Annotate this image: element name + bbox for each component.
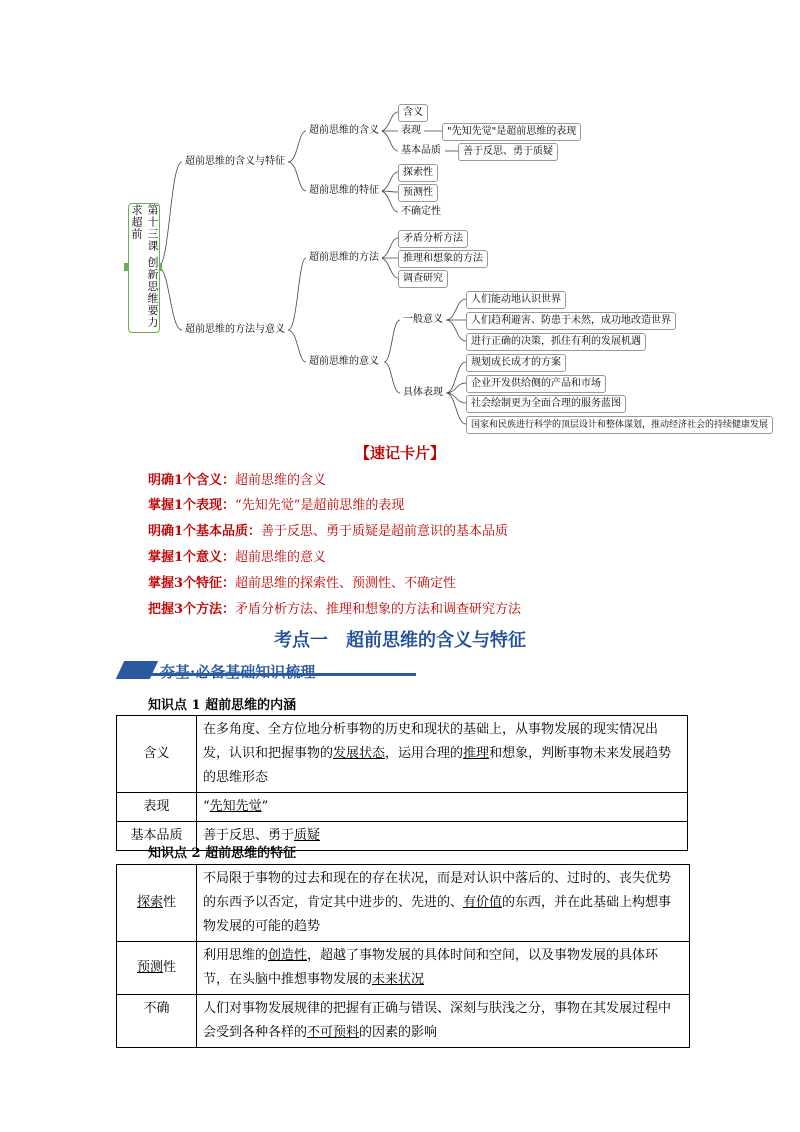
branch-method-significance: 超前思维的方法与意义	[182, 323, 288, 337]
row-head	[117, 995, 197, 1048]
card-line-text: “先知先觉”是超前思维的表现	[235, 498, 405, 513]
leaf-pinzhi: 基本品质	[398, 144, 444, 158]
leaf-tansuo: 探索性	[398, 164, 438, 182]
node-methods: 超前思维的方法	[306, 251, 382, 265]
leaf-maodun: 矛盾分析方法	[398, 230, 468, 248]
kp2-title: 知识点 2 超前思维的特征	[148, 846, 297, 861]
text: 在多角度、全方位地分析事物的历史和现状的基础上，从事物发展的现实情况出发，认识和把握事物的	[203, 722, 659, 761]
text: 人们对事物发展规律的把握有正确与错误、深刻与肤浅之分，事物在其发展过程中会受到各种各样的	[203, 1001, 672, 1040]
kp2-table	[116, 864, 690, 1048]
text: 利用思维的	[203, 948, 269, 963]
text: 不确	[143, 1001, 170, 1016]
card-line-text: 超前思维的探索性、预测性、不确定性	[235, 576, 457, 591]
banner-text: 夯基·必备基础知识梳理	[160, 663, 316, 681]
text: “	[203, 799, 210, 814]
leaf-tuili: 推理和想象的方法	[398, 250, 488, 268]
text: ”	[261, 799, 269, 814]
leaf-hanyi: 含义	[398, 104, 428, 122]
table-row	[117, 865, 690, 942]
kp1-table	[116, 715, 688, 851]
leaf-biaoxian: 表现	[398, 124, 424, 138]
leaf-general-2: 人们趋利避害、防患于未然，成功地改造世界	[466, 312, 676, 330]
mind-map-root	[128, 203, 160, 333]
text: 善于反思、勇于	[203, 828, 295, 843]
table-row	[117, 995, 690, 1048]
table-row	[117, 716, 688, 793]
blank-answer: 创造性	[268, 948, 308, 963]
card-title: 【速记卡片】	[354, 444, 445, 462]
note-pinzhi: 善于反思、勇于质疑	[458, 143, 558, 161]
card-line	[148, 469, 326, 488]
mind-map-connectors	[0, 0, 800, 440]
branch-definition-features: 超前思维的含义与特征	[182, 155, 288, 169]
card-line	[148, 598, 521, 617]
blank-answer: 质疑	[294, 828, 321, 843]
table-row	[117, 942, 690, 995]
leaf-general-3: 进行正确的决策，抓住有利的发展机遇	[466, 333, 646, 351]
blank-answer: 预测	[136, 960, 163, 975]
node-general: 一般意义	[400, 313, 446, 327]
text: 不局限于事物的过去和现在的存在状况，而是对认识中落后的、过时的、丧失优势的东西予以否定，肯定其中进步的、先进的、	[203, 871, 672, 910]
node-meaning: 超前思维的含义	[306, 124, 382, 138]
text: 的东西，并在此基础上构想事物发展的可能的趋势	[203, 895, 672, 934]
card-line-label: 把握3个方法：	[148, 602, 236, 617]
blank-answer: 未来状况	[372, 972, 425, 987]
note-biaoxian: "先知先觉"是超前思维的表现	[442, 123, 581, 141]
leaf-specific-1: 规划成长成才的方案	[466, 354, 566, 372]
card-line	[148, 494, 404, 513]
card-line-text: 超前思维的意义	[235, 550, 327, 565]
leaf-buqueding: 不确定性	[398, 205, 444, 219]
mind-map	[0, 0, 800, 440]
row-head: 表现	[117, 793, 197, 822]
row-content	[197, 995, 690, 1048]
leaf-specific-4: 国家和民族进行科学的顶层设计和整体谋划，推动经济社会的持续健康发展	[466, 416, 773, 434]
row-head: 基本品质	[117, 822, 197, 851]
text: 性	[163, 895, 177, 910]
card-line-label: 明确1个含义：	[148, 473, 236, 488]
blank-answer: 发展状态	[333, 746, 386, 761]
row-head	[117, 942, 197, 995]
banner-tab	[116, 661, 158, 679]
row-head: 含义	[117, 716, 197, 793]
card-line	[148, 572, 456, 591]
leaf-general-1: 人们能动地认识世界	[466, 291, 566, 309]
row-content	[197, 793, 688, 822]
text: 的因素的影响	[359, 1025, 438, 1040]
section-title: 考点一 超前思维的含义与特征	[274, 630, 526, 651]
text: ，运用合理的	[385, 746, 464, 761]
row-content	[197, 716, 688, 793]
card-line-text: 善于反思、勇于质疑是超前意识的基本品质	[261, 524, 509, 539]
kp1-title: 知识点 1 超前思维的内涵	[148, 698, 297, 713]
section-banner	[120, 661, 416, 685]
blank-answer: 有价值	[463, 895, 503, 910]
leaf-specific-2: 企业开发供给侧的产品和市场	[466, 375, 606, 393]
text: 和想象，判断事物未来发展趋势的思维形态	[203, 746, 672, 785]
row-content	[197, 942, 690, 995]
table-row	[117, 793, 688, 822]
blank-answer: 先知先觉	[209, 799, 262, 814]
text: ，超越了事物发展的具体时间和空间，以及事物发展的具体环节，在头脑中推想事物发展的	[203, 948, 659, 987]
blank-answer: 不可预料	[307, 1025, 360, 1040]
text: 性	[163, 960, 177, 975]
mind-map-root-label: 第十三课 创新思维要力求超前	[130, 204, 159, 329]
leaf-yuce: 预测性	[398, 184, 438, 202]
row-content	[197, 865, 690, 942]
node-significance: 超前思维的意义	[306, 355, 382, 369]
leaf-specific-3: 社会绘制更为全面合理的服务蓝图	[466, 395, 626, 413]
card-line	[148, 546, 326, 565]
card-line-label: 明确1个基本品质：	[148, 524, 262, 539]
card-line-label: 掌握3个特征：	[148, 576, 236, 591]
node-features: 超前思维的特征	[306, 184, 382, 198]
card-line-label: 掌握1个意义：	[148, 550, 236, 565]
card-line-label: 掌握1个表现：	[148, 498, 236, 513]
card-line-text: 超前思维的含义	[235, 473, 327, 488]
blank-answer: 推理	[463, 746, 490, 761]
card-line	[148, 520, 508, 539]
row-head	[117, 865, 197, 942]
node-specific: 具体表现	[400, 386, 446, 400]
blank-answer: 探索	[136, 895, 163, 910]
card-line-text: 矛盾分析方法、推理和想象的方法和调查研究方法	[235, 602, 522, 617]
leaf-diaocha: 调查研究	[398, 270, 448, 288]
